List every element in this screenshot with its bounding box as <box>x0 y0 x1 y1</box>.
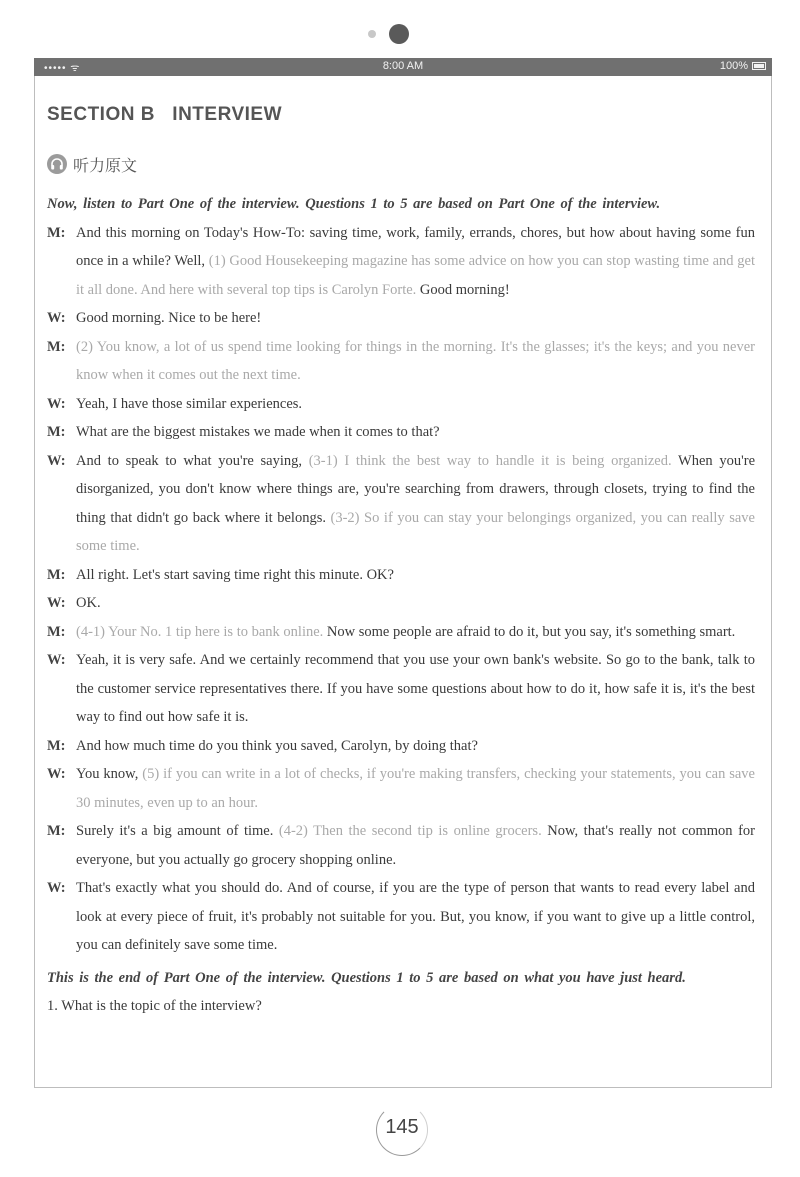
answer-highlight-text: (5) if you can write in a lot of checks, if you're making transfers, checking your statements, you can save 30 minutes, even up to an hour. <box>76 766 755 811</box>
speaker-label: W: <box>47 310 66 326</box>
answer-highlight-text: (2) You know, a lot of us spend time looking for things in the morning. It's the glasses; it's the keys; and you never know when it comes out the next time. <box>76 338 755 383</box>
dialogue-text: Good morning. Nice to be here! <box>76 310 262 326</box>
speaker-label: M: <box>47 224 66 241</box>
speaker-label: W: <box>47 452 66 469</box>
dialogue-turn <box>47 390 755 419</box>
page-number: 145 <box>385 1116 419 1138</box>
dialogue-list <box>47 219 755 960</box>
dialogue-turn <box>47 817 755 874</box>
dialogue-text: Now, that's really not common for everyone, but you actually go grocery shopping online. <box>76 823 756 868</box>
answer-highlight-text: (3-2) So if you can stay your belongings organized, you can really save some time. <box>76 509 755 554</box>
speaker-label: W: <box>47 652 66 668</box>
answer-highlight-text: (4-2) Then the second tip is online grocers. <box>278 823 542 839</box>
dialogue-turn <box>47 618 755 647</box>
dialogue-text: Now some people are afraid to do it, but you say, it's something smart. <box>323 623 736 640</box>
headphones-icon <box>47 154 67 174</box>
sub-header-label: 听力原文 <box>73 155 138 175</box>
dialogue-text: Yeah, I have those similar experiences. <box>76 395 303 412</box>
speaker-label: M: <box>47 623 66 640</box>
dialogue-text: Surely it's a big amount of time. <box>76 823 279 839</box>
answer-highlight-text: (1) Good Housekeeping magazine has some advice on how you can stop wasting time and get it all done. And here with several top tips is Carolyn Forte. <box>76 253 755 298</box>
dialogue-text: That's exactly what you should do. And of course, if you are the type of person that wants to read every label and look at every piece of fruit, it's probably not suitable for you. But, you know, if you want to give up a little control, you can definitely save some time. <box>76 880 755 953</box>
dialogue-turn <box>47 874 755 960</box>
dialogue-text: All right. Let's start saving time right this minute. OK? <box>76 566 394 583</box>
dialogue-text: What are the biggest mistakes we made when it comes to that? <box>76 424 440 440</box>
answer-highlight-text: (3-1) I think the best way to handle it is being organized. <box>308 452 672 469</box>
speaker-label: M: <box>47 566 66 583</box>
speaker-label: W: <box>47 395 66 412</box>
battery-percent: 100% <box>719 60 748 72</box>
status-time: 8:00 AM <box>382 60 424 72</box>
dialogue-turn <box>47 732 755 761</box>
dialogue-turn <box>47 418 755 447</box>
speaker-label: M: <box>47 424 66 440</box>
speaker-label: W: <box>47 595 66 611</box>
dialogue-turn <box>47 561 755 590</box>
dialogue-turn <box>47 760 755 817</box>
speaker-label: W: <box>47 766 66 782</box>
signal-indicator: ••••• ᯤ <box>44 63 81 74</box>
dialogue-turn <box>47 589 755 618</box>
sensor-dot <box>368 30 376 38</box>
battery-icon <box>752 62 766 70</box>
page-number-badge <box>372 1100 432 1160</box>
dialogue-turn <box>47 304 755 333</box>
outro-instruction: This is the end of Part One of the interview. Questions 1 to 5 are based on what you have just heard. <box>47 969 686 986</box>
dialogue-text: And this morning on Today's How-To: saving time, work, family, errands, chores, but how about having some fun once in a while? Well, <box>76 224 755 269</box>
dialogue-text: Yeah, it is very safe. And we certainly recommend that you use your own bank's website. So go to the bank, talk to the customer service representatives there. If you have some questions about how to do it, how safe it is, it's the best way to find out how safe it is. <box>76 652 755 725</box>
dialogue-turn <box>47 646 755 732</box>
dialogue-text: OK. <box>76 595 101 611</box>
question-1: 1. What is the topic of the interview? <box>47 998 262 1014</box>
section-title: SECTION B INTERVIEW <box>47 104 283 125</box>
answer-highlight-text: (4-1) Your No. 1 tip here is to bank online. <box>76 623 324 640</box>
dialogue-text: And to speak to what you're saying, <box>76 452 309 469</box>
dialogue-turn <box>47 219 755 305</box>
sub-header <box>47 152 137 176</box>
camera-lens <box>389 24 409 44</box>
dialogue-text: Good morning! <box>416 281 510 298</box>
dialogue-text: You know, <box>76 766 143 782</box>
intro-instruction: Now, listen to Part One of the interview. Questions 1 to 5 are based on Part One of the interview. <box>47 196 661 212</box>
speaker-label: M: <box>47 338 66 355</box>
dialogue-text: When you're disorganized, you don't know where things are, you're searching from drawers, through closets, trying to find the thing that didn't go back where it belongs. <box>76 452 756 526</box>
dialogue-turn <box>47 447 755 561</box>
transcript <box>47 190 755 1021</box>
speaker-label: W: <box>47 880 66 896</box>
speaker-label: M: <box>47 737 66 754</box>
dialogue-turn <box>47 333 755 390</box>
device-camera <box>0 22 800 46</box>
speaker-label: M: <box>47 823 66 839</box>
status-bar <box>34 58 772 76</box>
dialogue-text: And how much time do you think you saved, Carolyn, by doing that? <box>76 737 478 754</box>
